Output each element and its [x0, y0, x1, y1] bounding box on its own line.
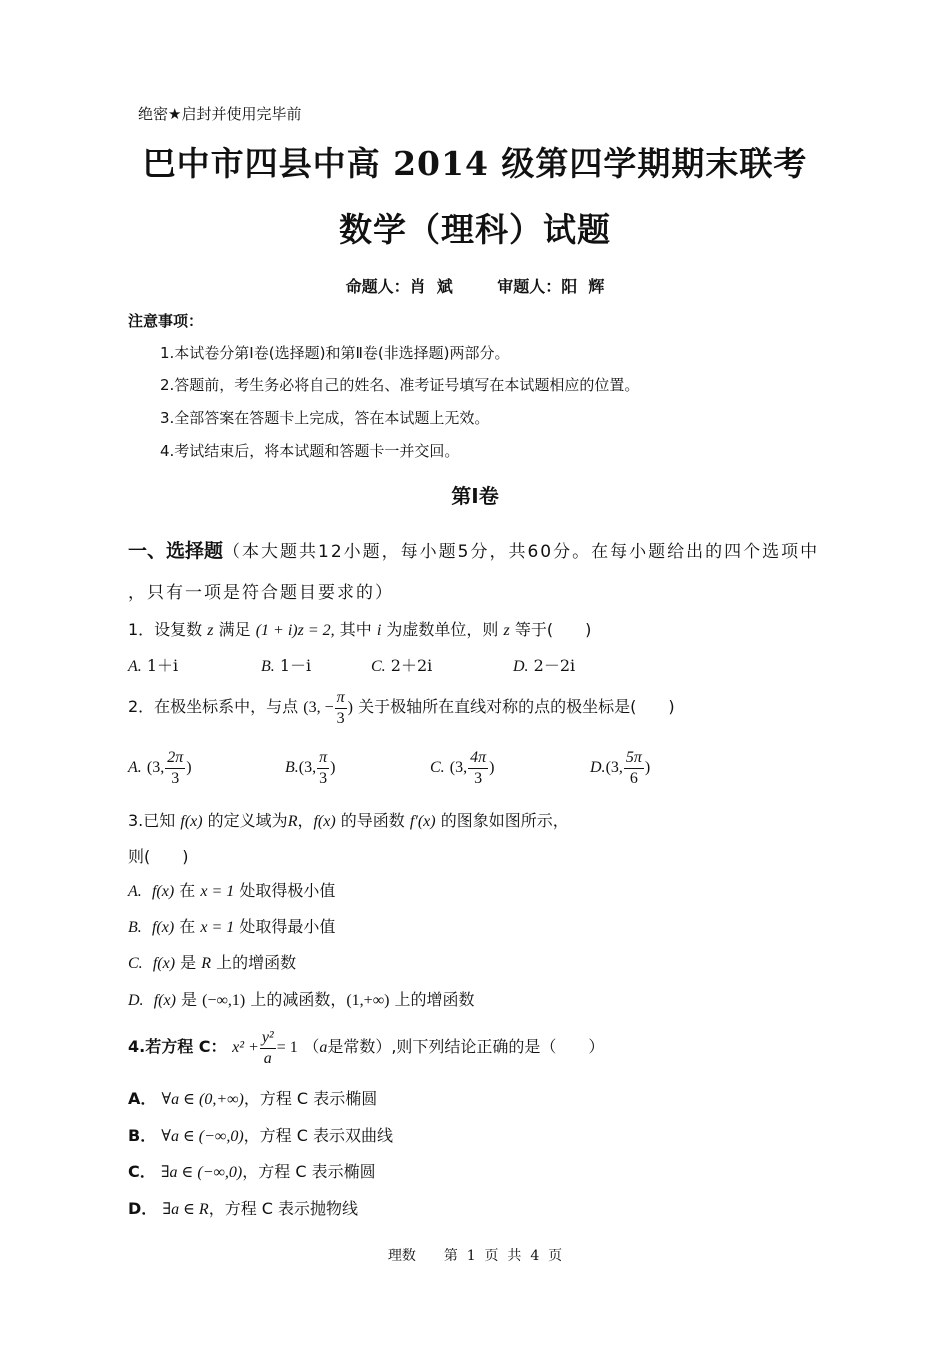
section-label: 一、选择题 — [128, 540, 224, 562]
q1-option-c — [371, 653, 432, 676]
notice-item: 3.全部答案在答题卡上完成，答在本试题上无效。 — [160, 409, 490, 427]
section-desc: （本大题共12小题，每小题5分，共60分。在每小题给出的四个选项中 — [223, 542, 820, 562]
q1-text: 其中 — [339, 620, 372, 639]
question-1 — [128, 617, 591, 640]
q1-var: i — [376, 622, 382, 639]
exam-title: 巴中市四县中高 2014 级第四学期期末联考 — [142, 144, 808, 183]
q2-no: 2．在极坐标系中，与点 — [128, 697, 299, 717]
q3-no: 3.已知 — [128, 811, 176, 830]
q2-option-b: B.(3, $\frac{\pi}{3}$ ) — [285, 749, 336, 787]
q2-option-d: D.(3, $\frac{5\pi}{6}$ ) — [590, 749, 651, 787]
option-label: D. — [513, 658, 529, 675]
authors-line: 命题人：肖 斌 审题人：阳 辉 — [345, 277, 605, 296]
option-text: 2－2i — [533, 656, 576, 675]
notice-title: 注意事项： — [128, 312, 204, 330]
q2-option-c: C. (3, $\frac{4\pi}{3}$ ) — [430, 749, 495, 787]
q1-option-a — [128, 653, 178, 676]
notice-item: 2.答题前，考生务必将自己的姓名、准考证号填写在本试题相应的位置。 — [160, 376, 640, 394]
question-3: 3.已知 f(x) 的定义域为R，f(x) 的导函数 f′(x) 的图象如图所示， — [128, 811, 569, 830]
q3-option-b: B. f(x) 在 x = 1 处取得最小值 — [128, 917, 336, 936]
q3-line2: 则( ) — [128, 847, 189, 866]
q2-option-a: A. (3, $\frac{2\pi}{3}$ ) — [128, 749, 192, 787]
q1-text: 满足 — [218, 620, 251, 639]
page-footer: 理数 第 1 页 共 4 页 — [387, 1248, 563, 1264]
confidential-mark: 绝密★启封并使用完毕前 — [138, 105, 302, 123]
question-2 — [128, 688, 675, 729]
option-text: 2＋2i — [390, 656, 433, 675]
q3-option-d: D. f(x) 是 (−∞,1) 上的减函数，(1,+∞) 上的增函数 — [128, 990, 475, 1009]
option-label: C. — [371, 658, 386, 675]
section-heading — [128, 536, 819, 563]
q1-equation: (1 + i)z = 2, — [255, 622, 335, 639]
q4-option-d: D． ∃a ∈ R，方程 C 表示抛物线 — [128, 1199, 359, 1218]
q1-text: 等于( ) — [514, 620, 592, 639]
exam-subtitle: 数学（理科）试题 — [339, 210, 611, 249]
q1-option-d — [513, 653, 575, 676]
notice-item: 1.本试卷分第Ⅰ卷(选择题)和第Ⅱ卷(非选择题)两部分。 — [160, 344, 510, 362]
option-text: 1－i — [279, 656, 312, 675]
section-desc-continued: ，只有一项是符合题目要求的） — [128, 583, 394, 603]
q4-option-b: B． ∀a ∈ (−∞,0)，方程 C 表示双曲线 — [128, 1126, 394, 1145]
q3-option-a: A. f(x) 在 x = 1 处取得极小值 — [128, 881, 336, 900]
volume-heading: 第Ⅰ卷 — [451, 484, 499, 508]
q2-point: (3, − $\frac{\pi}{3}$ ) — [303, 689, 353, 727]
option-label: B. — [261, 658, 275, 675]
q1-var: z — [207, 622, 214, 639]
q4-option-c: C． ∃a ∈ (−∞,0)，方程 C 表示椭圆 — [128, 1162, 376, 1181]
q1-text: 为虚数单位，则 — [386, 620, 499, 639]
notice-item: 4.考试结束后，将本试题和答题卡一并交回。 — [160, 442, 460, 460]
q1-no: 1．设复数 — [128, 620, 203, 639]
option-text: 1＋i — [146, 656, 179, 675]
option-label: A. — [128, 658, 142, 675]
q3-option-c: C. f(x) 是 R 上的增函数 — [128, 953, 297, 972]
question-4: 4.若方程 C： x² + $\frac{\text{y²}}{a}$ = 1 （a是常数）,则下列结论正确的是（ ） — [128, 1029, 605, 1067]
q1-var: z — [503, 622, 510, 639]
q2-text: 关于极轴所在直线对称的点的极坐标是( ) — [358, 697, 675, 717]
q4-option-a: A． ∀a ∈ (0,+∞)，方程 C 表示椭圆 — [128, 1089, 378, 1108]
q4-no: 4.若方程 C： — [128, 1037, 227, 1057]
q1-option-b — [261, 653, 311, 676]
